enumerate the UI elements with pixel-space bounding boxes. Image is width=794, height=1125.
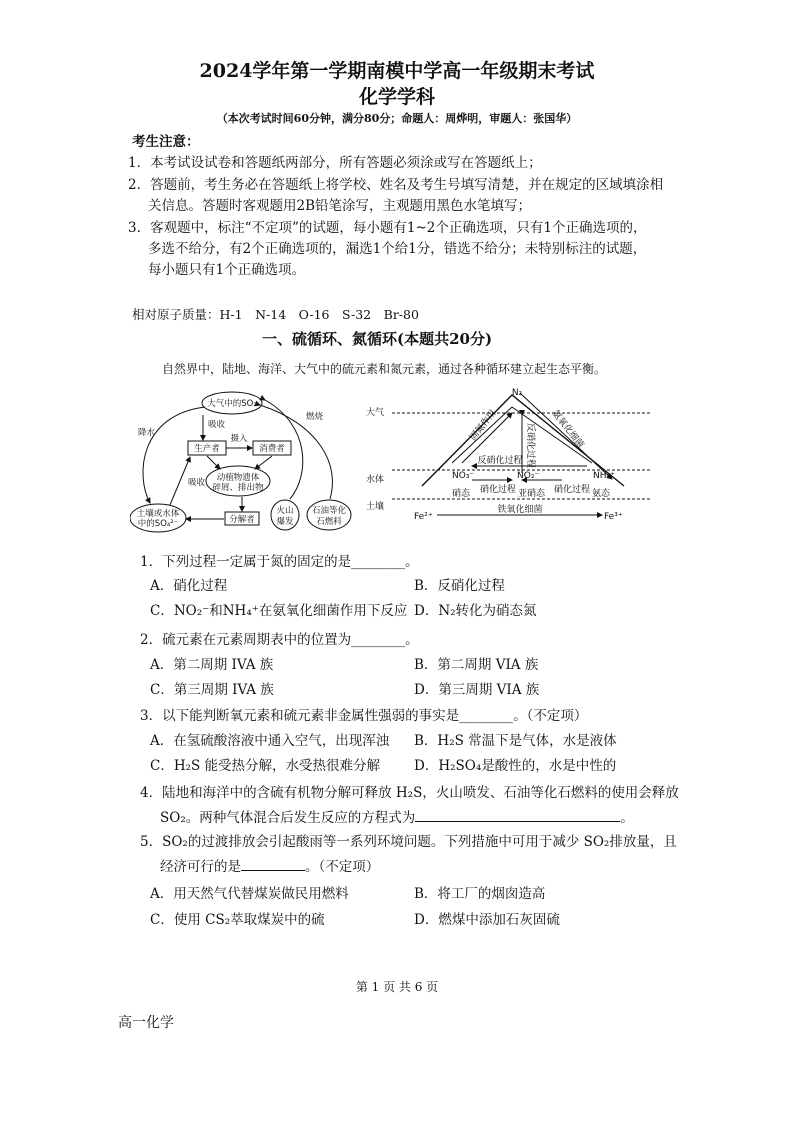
question-1-stem: 1．下列过程一定属于氮的固定的是________。 <box>140 554 419 570</box>
question-1-option-d: D．N₂转化为硝态氮 <box>414 603 537 619</box>
exam-title: 2024学年第一学期南模中学高一年级期末考试 <box>199 60 595 82</box>
nitrification-label-1: 硝化过程 <box>480 485 517 495</box>
question-3-option-b: B．H₂S 常温下是气体，水是液体 <box>414 733 617 749</box>
burn-label: 燃烧 <box>306 412 324 422</box>
absorb-left-label: 吸收 <box>188 478 206 488</box>
question-5-stem-text: 经济可行的是 <box>160 859 241 875</box>
no2-label: NO₂⁻ <box>517 471 540 481</box>
question-5-option-d: D．燃煤中添加石灰固硫 <box>414 912 560 928</box>
consumer-label: 消费者 <box>259 444 285 454</box>
nh4-label: NH₄⁺ <box>593 471 615 481</box>
question-2-option-d: D．第三周期 VIA 族 <box>414 682 540 698</box>
anammox-label: 氨氧化细菌 <box>549 408 586 451</box>
no3-label: NO₃⁻ <box>452 471 475 481</box>
absorb-top-label: 吸收 <box>208 420 226 430</box>
ammonium-n-label: 氨态 <box>592 489 611 499</box>
section-intro: 自然界中，陆地、海洋、大气中的硫元素和氮元素，通过各种循环建立起生态平衡。 <box>162 362 607 376</box>
sulfur-cycle-diagram <box>130 385 360 535</box>
question-2-option-c: C．第三周期 IVA 族 <box>150 682 274 698</box>
fe3-label: Fe³⁺ <box>604 512 623 522</box>
nitrification-label-2: 硝化过程 <box>554 485 591 495</box>
remains-label-2: 碎屑、排出物 <box>212 483 264 493</box>
rain-label: 降水 <box>138 428 156 438</box>
nitrite-n-label: 亚硝态 <box>518 489 546 499</box>
notice-item-3-cont2: 每小题只有1个正确选项。 <box>148 262 306 278</box>
question-2-option-b: B．第二周期 VIA 族 <box>414 657 539 673</box>
volcano-label: 火山 <box>276 506 294 516</box>
atmosphere-so2-label: 大气中的SO₂ <box>207 399 257 409</box>
question-5-stem-cont <box>160 855 379 875</box>
decomposer-label: 分解者 <box>229 515 255 525</box>
question-4-stem-cont: SO₂。两种气体混合后发生反应的方程式为 。 <box>160 810 634 826</box>
question-5-answer-blank <box>241 858 305 871</box>
question-1-option-a: A．硝化过程 <box>150 578 228 594</box>
water-label: 水体 <box>366 475 385 485</box>
question-4-answer-blank <box>415 809 620 822</box>
question-5-stem-tail: 。（不定项） <box>305 859 380 875</box>
question-3-option-d: D．H₂SO₄是酸性的，水是中性的 <box>414 758 617 774</box>
fossil-label-2: 石燃料 <box>316 517 342 527</box>
atmosphere-label: 大气 <box>366 408 385 418</box>
section-title: 一、硫循环、氮循环(本题共20分) <box>262 330 493 348</box>
question-2-option-a: A．第二周期 IVA 族 <box>150 657 274 673</box>
notice-item-2: 2．答题前，考生务必在答题纸上将学校、姓名及考生号填写清楚，并在规定的区域填涂相 <box>128 177 664 193</box>
subject-title: 化学学科 <box>358 86 435 108</box>
question-5-stem: 5．SO₂的过渡排放会引起酸雨等一系列环境问题。下列措施中可用于减少 SO₂排放量，且 <box>140 834 677 850</box>
volcano-label-2: 爆发 <box>276 517 294 527</box>
question-2-stem: 2．硫元素在元素周期表中的位置为________。 <box>140 632 419 648</box>
ingest-label: 摄入 <box>230 434 248 444</box>
notice-item-1: 1．本考试设试卷和答题纸两部分，所有答题必须涂或写在答题纸上； <box>128 155 542 171</box>
notice-heading: 考生注意： <box>132 134 200 150</box>
question-5-option-c: C．使用 CS₂萃取煤炭中的硫 <box>150 912 325 928</box>
fixation-label: 固氮作用 <box>468 408 499 443</box>
denitrification-horizontal-label: 反硝化过程 <box>477 456 523 466</box>
producer-label: 生产者 <box>194 444 220 454</box>
soil-label-2: 中的SO₄²⁻ <box>137 519 179 529</box>
notice-item-3: 3．客观题中，标注“不定项”的试题，每小题有1~2个正确选项，只有1个正确选项的， <box>128 220 647 236</box>
fe2-label: Fe²⁺ <box>414 512 433 522</box>
notice-item-3-cont: 多选不给分，有2个正确选项的，漏选1个给1分，错选不给分；未特别标注的试题， <box>148 241 647 257</box>
question-1-option-c: C．NO₂⁻和NH₄⁺在氨氧化细菌作用下反应 <box>150 603 408 619</box>
question-5-option-a: A．用天然气代替煤炭做民用燃料 <box>150 886 349 902</box>
iron-bacteria-label: 铁氧化细菌 <box>497 505 543 515</box>
page-number: 第 1 页 共 6 页 <box>355 980 439 994</box>
question-5-option-b: B．将工厂的烟囱造高 <box>414 886 546 902</box>
fossil-label: 石油等化 <box>311 506 347 516</box>
question-3-option-c: C．H₂S 能受热分解，水受热很难分解 <box>150 758 381 774</box>
denitrification-vertical-label: 反硝化过程 <box>525 423 535 469</box>
corner-label: 高一化学 <box>118 1015 174 1031</box>
exam-info: （本次考试时间60分钟，满分80分；命题人：周烨明，审题人：张国华） <box>216 112 578 125</box>
n2-label: N₂ <box>511 388 523 398</box>
remains-label: 动植物遗体 <box>216 473 260 483</box>
soil-label: 土壤或水体 <box>136 509 180 519</box>
question-4-stem-text: SO₂。两种气体混合后发生反应的方程式为 <box>160 810 416 826</box>
atomic-masses: 相对原子质量：H-1 N-14 O-16 S-32 Br-80 <box>132 307 419 322</box>
notice-item-2-cont: 关信息。答题时客观题用2B铅笔涂写，主观题用黑色水笔填写； <box>148 198 532 214</box>
nitrate-n-label: 硝态 <box>452 489 471 499</box>
nitrogen-cycle-diagram <box>362 383 652 533</box>
question-1-option-b: B．反硝化过程 <box>414 578 505 594</box>
soil-layer-label: 土壤 <box>366 502 385 512</box>
question-3-stem: 3．以下能判断氧元素和硫元素非金属性强弱的事实是________。（不定项） <box>140 708 588 724</box>
question-3-option-a: A．在氢硫酸溶液中通入空气，出现浑浊 <box>150 733 390 749</box>
question-4-stem: 4．陆地和海洋中的含硫有机物分解可释放 H₂S，火山喷发、石油等化石燃料的使用会释放 <box>140 785 679 801</box>
